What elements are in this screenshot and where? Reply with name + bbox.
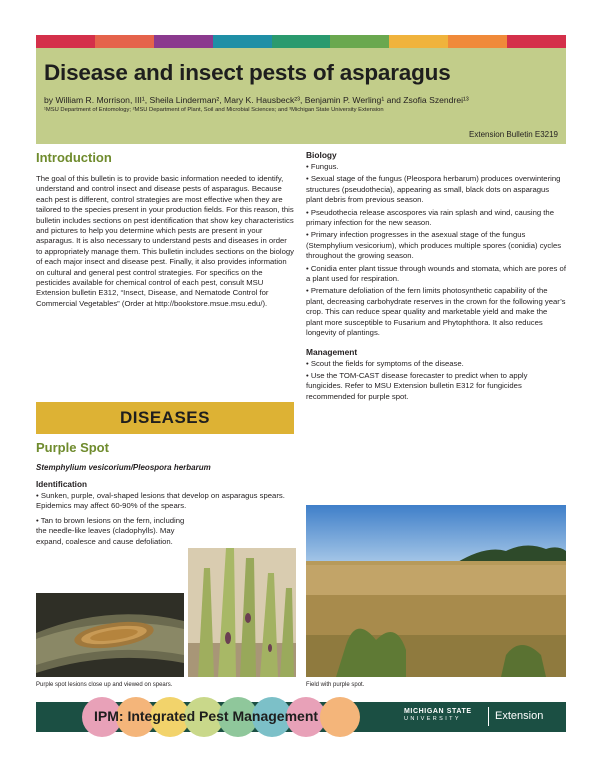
lesion-closeup-photo xyxy=(36,593,184,677)
color-bar-segment xyxy=(154,35,213,48)
introduction-text: The goal of this bulletin is to provide basic information needed to identify, understand and control insect and disease pests of asparagus. Because each pest is different, control strategies are most effective when they are tailored to the species present in your production fields. For this reason, this bulletin includes sections on pest identification that show key characteristics and pictures to help you determine which pests are present in your asparagus. It is also necessary to understand pests and diseases in order to appropriately manage them. This bulletin includes sections on the biology of each major insect and disease pest. Finally, it also provides information on cultural and general pest control strategies. For specifics on the pesticides available for chemical control of each pest, consult MSU Extension bulletin E312, “Insect, Disease, and Nematode Control for Commercial Vegetables” (Order at http://bookstore.msue.msu.edu/). xyxy=(36,174,294,308)
management-list xyxy=(306,359,566,403)
list-item: • Premature defoliation of the fern limits photosynthetic capability of the plant, decreasing carbohydrate reserves in the crown for the following year’s crop. This can reduce spear quality and marketable yield and make the plant more susceptible to Fusarium and Phytophthora. It also reduces longevity of plantings. xyxy=(306,286,566,338)
color-bar-segment xyxy=(95,35,154,48)
list-item: • Fungus. xyxy=(306,162,339,171)
identification-list xyxy=(36,491,294,547)
purple-spot-section xyxy=(36,440,294,547)
diseases-banner xyxy=(36,402,294,434)
diseases-banner-label: DISEASES xyxy=(120,408,210,427)
scientific-name: Stemphylium vesicorium/Pleospora herbarum xyxy=(36,463,211,472)
management-heading: Management xyxy=(306,346,358,357)
spears-photo xyxy=(188,548,296,677)
color-bar-segment xyxy=(213,35,272,48)
list-item: • Sexual stage of the fungus (Pleospora herbarum) produces overwintering structures (pseudothecia), appearing as small, black dots on asparagus plant debris from previous season. xyxy=(306,174,561,205)
list-item: • Tan to brown lesions on the fern, including the needle-like leaves (cladophylls). May expand, coalesce and cause defoliation. xyxy=(36,515,185,546)
color-bar-segment xyxy=(272,35,331,48)
identification-heading: Identification xyxy=(36,480,87,489)
decor-circle xyxy=(320,697,360,737)
header xyxy=(36,48,566,144)
introduction-section xyxy=(36,150,294,309)
logo-divider xyxy=(488,707,489,726)
list-item: • Sunken, purple, oval-shaped lesions that develop on asparagus spears. Epidemics may affect 60-90% of the spears. xyxy=(36,491,285,511)
affiliations: ¹MSU Department of Entomology; ²MSU Department of Plant, Soil and Microbial Sciences; and ³Michigan State University Extension xyxy=(44,107,384,113)
msu-logo xyxy=(404,708,472,723)
color-bar-segment xyxy=(448,35,507,48)
introduction-heading: Introduction xyxy=(36,150,112,165)
list-item: • Scout the fields for symptoms of the disease. xyxy=(306,358,464,368)
purple-spot-heading: Purple Spot xyxy=(36,440,109,455)
list-item: • Primary infection progresses in the asexual stage of the fungus (Stemphylium vesicorium), which produces multiple spores (conidia) cycles throughout the growing season. xyxy=(306,230,562,261)
bulletin-number: Extension Bulletin E3219 xyxy=(469,130,558,139)
color-bar-segment xyxy=(330,35,389,48)
color-bar-segment xyxy=(507,35,566,48)
color-bar xyxy=(36,35,566,48)
color-bar-segment xyxy=(36,35,95,48)
list-item: • Pseudothecia release ascospores via rain splash and wind, causing the primary infection for the new season. xyxy=(306,207,554,228)
list-item: • Conidia enter plant tissue through wounds and stomata, which are pores of a plant used for respiration. xyxy=(306,263,566,284)
extension-label: Extension xyxy=(495,710,544,722)
msu-logo-line1: MICHIGAN STATE xyxy=(404,708,472,715)
biology-list xyxy=(306,162,566,339)
biology-section xyxy=(306,150,566,402)
biology-heading: Biology xyxy=(306,150,337,160)
ipm-title: IPM: Integrated Pest Management xyxy=(94,708,319,724)
authors: by William R. Morrison, III¹, Sheila Linderman², Mary K. Hausbeck²³, Benjamin P. Werling¹ and Zsofia Szendrei¹³ xyxy=(44,95,469,105)
field-photo xyxy=(306,505,566,677)
page-title: Disease and insect pests of asparagus xyxy=(44,60,451,85)
list-item: • Use the TOM-CAST disease forecaster to predict when to apply fungicides. Refer to MSU Extension bulletin E312 for fungicides recommended for purple spot. xyxy=(306,370,528,401)
color-bar-segment xyxy=(389,35,448,48)
field-caption: Field with purple spot. xyxy=(306,682,365,688)
lesion-caption: Purple spot lesions close up and viewed on spears. xyxy=(36,682,173,688)
msu-logo-line2: UNIVERSITY xyxy=(404,716,462,722)
